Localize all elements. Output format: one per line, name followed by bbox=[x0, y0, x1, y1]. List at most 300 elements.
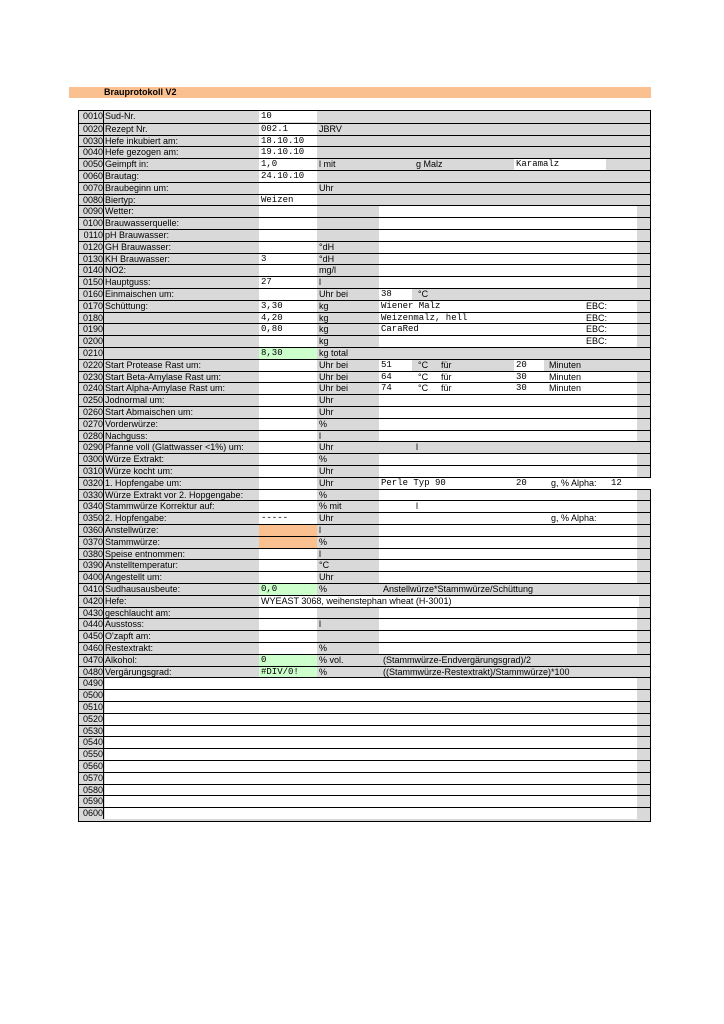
row-extra: 30 bbox=[516, 371, 527, 382]
note-field[interactable] bbox=[105, 761, 637, 772]
table-row bbox=[79, 406, 650, 418]
column-divider bbox=[103, 537, 104, 548]
detail-field[interactable] bbox=[379, 560, 637, 571]
table-row bbox=[79, 784, 650, 796]
row-value: 3 bbox=[261, 253, 267, 264]
row-label: Sudhausausbeute: bbox=[105, 584, 181, 594]
table-row bbox=[79, 807, 650, 819]
row-value: 3,30 bbox=[261, 300, 283, 311]
row-extra: l bbox=[416, 501, 418, 512]
column-divider bbox=[103, 454, 104, 465]
row-label: Brauwasserquelle: bbox=[105, 218, 180, 229]
row-label: Vergärungsgrad: bbox=[105, 666, 172, 677]
detail-field[interactable] bbox=[379, 419, 637, 430]
row-label: geschlaucht am: bbox=[105, 607, 171, 618]
note-field[interactable] bbox=[105, 678, 637, 689]
column-divider bbox=[103, 584, 104, 595]
row-unit: % bbox=[319, 489, 328, 500]
table-row bbox=[79, 677, 650, 689]
detail-field[interactable] bbox=[379, 572, 637, 583]
column-divider bbox=[103, 336, 104, 347]
row-number: 0540 bbox=[82, 737, 103, 748]
value-field[interactable] bbox=[259, 230, 317, 241]
column-divider bbox=[103, 619, 104, 630]
row-number: 0020 bbox=[82, 123, 103, 134]
column-divider bbox=[103, 596, 104, 607]
column-divider bbox=[103, 513, 104, 524]
row-extra: Minuten bbox=[549, 371, 582, 382]
note-field[interactable] bbox=[105, 702, 637, 713]
column-divider bbox=[103, 147, 104, 158]
table-row bbox=[79, 642, 650, 654]
table-row bbox=[79, 465, 650, 477]
table-row bbox=[79, 394, 650, 406]
row-label: Wetter: bbox=[105, 206, 134, 217]
row-unit: °C bbox=[319, 560, 330, 571]
value-field[interactable] bbox=[259, 372, 317, 383]
table-row bbox=[79, 524, 650, 536]
value-field[interactable] bbox=[259, 631, 317, 642]
table-row bbox=[79, 312, 650, 324]
table-row bbox=[79, 512, 650, 524]
row-unit: l mit bbox=[319, 159, 336, 170]
row-extra: °C bbox=[418, 371, 429, 382]
row-value: 0,0 bbox=[261, 584, 278, 594]
column-divider bbox=[103, 667, 104, 678]
value-field[interactable] bbox=[259, 218, 317, 229]
note-field[interactable] bbox=[105, 796, 637, 807]
table-row bbox=[79, 536, 650, 548]
note-field[interactable] bbox=[105, 737, 637, 748]
column-divider bbox=[103, 183, 104, 194]
table-row bbox=[79, 725, 650, 737]
row-number: 0470 bbox=[82, 654, 103, 665]
detail-field[interactable] bbox=[379, 218, 637, 229]
row-number: 0080 bbox=[82, 194, 103, 205]
row-unit: Uhr bbox=[319, 407, 334, 417]
row-number: 0480 bbox=[82, 666, 103, 677]
row-number: 0270 bbox=[82, 418, 103, 429]
row-value: 18.10.10 bbox=[261, 135, 305, 146]
value-field[interactable] bbox=[259, 466, 317, 477]
row-extra: Karamalz bbox=[516, 159, 560, 170]
value-field[interactable] bbox=[259, 608, 317, 619]
table-row bbox=[79, 689, 650, 701]
row-number: 0400 bbox=[82, 572, 103, 583]
row-number: 0590 bbox=[82, 796, 103, 807]
detail-field[interactable] bbox=[379, 454, 637, 465]
row-number: 0600 bbox=[82, 808, 103, 819]
row-unit: °dH bbox=[319, 253, 335, 264]
note-field[interactable] bbox=[105, 808, 637, 819]
table-row bbox=[79, 772, 650, 784]
detail-field[interactable] bbox=[379, 206, 637, 217]
row-extra: Minuten bbox=[549, 359, 582, 370]
key-field[interactable] bbox=[259, 525, 317, 536]
row-label: Stammwürze: bbox=[105, 536, 161, 547]
row-number: 0390 bbox=[82, 560, 103, 571]
row-value: 8,30 bbox=[261, 348, 283, 358]
row-number: 0310 bbox=[82, 466, 103, 476]
row-extra: °C bbox=[418, 359, 429, 370]
value-field[interactable] bbox=[259, 265, 317, 276]
row-unit: % bbox=[319, 454, 328, 465]
column-divider bbox=[103, 431, 104, 442]
row-label: Stammwürze Korrektur auf: bbox=[105, 501, 215, 512]
detail-field[interactable] bbox=[379, 395, 637, 406]
column-divider bbox=[103, 549, 104, 560]
row-extra: für bbox=[441, 371, 452, 382]
row-extra: 64 bbox=[381, 371, 392, 382]
value-field[interactable] bbox=[259, 407, 317, 418]
value-field[interactable] bbox=[259, 501, 317, 512]
detail-field[interactable] bbox=[379, 230, 637, 241]
value-field[interactable] bbox=[259, 454, 317, 465]
table-row bbox=[79, 736, 650, 748]
row-unit: kg total bbox=[319, 348, 349, 358]
row-number: 0230 bbox=[82, 371, 103, 382]
row-number: 0010 bbox=[82, 111, 103, 121]
row-number: 0530 bbox=[82, 725, 103, 736]
row-label: Hefe: bbox=[105, 595, 127, 606]
row-number: 0040 bbox=[82, 147, 103, 158]
column-divider bbox=[103, 230, 104, 241]
row-label: GH Brauwasser: bbox=[105, 241, 172, 252]
row-label: Sud-Nr. bbox=[105, 111, 136, 121]
value-field[interactable] bbox=[259, 478, 317, 489]
value-field[interactable] bbox=[259, 183, 317, 194]
row-unit: % bbox=[319, 418, 328, 429]
row-number: 0140 bbox=[82, 265, 103, 276]
row-label: Angestellt um: bbox=[105, 572, 163, 583]
row-number: 0190 bbox=[82, 324, 103, 335]
table-row bbox=[79, 583, 650, 595]
row-number: 0570 bbox=[82, 772, 103, 783]
row-extra: 51 bbox=[381, 359, 392, 370]
detail-field[interactable] bbox=[379, 431, 637, 442]
column-divider bbox=[103, 490, 104, 501]
table-row bbox=[79, 300, 650, 312]
row-extra: 38 bbox=[381, 289, 392, 299]
row-unit: Uhr bei bbox=[319, 289, 349, 299]
table-row bbox=[79, 489, 650, 501]
value-field[interactable] bbox=[259, 431, 317, 442]
table-row bbox=[79, 713, 650, 725]
detail-field[interactable] bbox=[379, 608, 637, 619]
row-number: 0170 bbox=[82, 300, 103, 311]
column-divider bbox=[103, 265, 104, 276]
row-number: 0090 bbox=[82, 206, 103, 217]
row-value: 4,20 bbox=[261, 312, 283, 323]
row-extra: für bbox=[441, 359, 452, 370]
column-divider bbox=[103, 643, 104, 654]
row-label: Brautag: bbox=[105, 171, 140, 181]
detail-field[interactable] bbox=[379, 537, 637, 548]
table-row bbox=[79, 548, 650, 560]
table-row bbox=[79, 477, 650, 489]
row-unit: mg/l bbox=[319, 265, 337, 276]
row-unit: JBRV bbox=[319, 123, 342, 134]
row-value: 27 bbox=[261, 277, 272, 288]
row-number: 0420 bbox=[82, 595, 103, 606]
value-field[interactable] bbox=[259, 383, 317, 394]
row-extra: Perle Typ 90 bbox=[381, 477, 446, 488]
value-field[interactable] bbox=[259, 549, 317, 560]
column-divider bbox=[103, 324, 104, 335]
table-row bbox=[79, 430, 650, 442]
row-unit: % bbox=[319, 584, 328, 594]
column-divider bbox=[103, 761, 104, 772]
table-row bbox=[79, 335, 650, 347]
column-divider bbox=[103, 702, 104, 713]
row-unit: Uhr bbox=[319, 513, 334, 524]
column-divider bbox=[103, 785, 104, 796]
row-number: 0510 bbox=[82, 702, 103, 712]
note-field[interactable] bbox=[105, 726, 637, 737]
row-number: 0100 bbox=[82, 218, 103, 229]
table-row bbox=[79, 500, 650, 512]
table-row bbox=[79, 158, 650, 170]
value-field[interactable] bbox=[259, 560, 317, 571]
note-field[interactable] bbox=[105, 773, 637, 784]
row-number: 0160 bbox=[82, 289, 103, 299]
column-divider bbox=[103, 419, 104, 430]
row-label: Restextrakt: bbox=[105, 643, 154, 653]
row-value: #DIV/0! bbox=[261, 666, 299, 677]
table-row bbox=[79, 795, 650, 807]
table-row bbox=[79, 630, 650, 642]
row-number: 0120 bbox=[82, 241, 103, 252]
row-value: ----- bbox=[261, 513, 289, 524]
column-divider bbox=[103, 525, 104, 536]
detail-field[interactable] bbox=[379, 242, 637, 253]
row-number: 0350 bbox=[82, 513, 103, 524]
row-label: Ausstoss: bbox=[105, 619, 145, 630]
row-extra: EBC: bbox=[586, 336, 608, 347]
value-field[interactable] bbox=[259, 254, 317, 265]
value-field[interactable] bbox=[259, 490, 317, 501]
column-divider bbox=[103, 111, 104, 123]
row-extra: g, % Alpha: bbox=[551, 477, 597, 488]
table-row bbox=[79, 194, 650, 206]
row-value: Weizen bbox=[261, 194, 294, 205]
row-unit: l bbox=[319, 430, 321, 441]
column-divider bbox=[103, 690, 104, 701]
table-row bbox=[79, 182, 650, 194]
row-extra: °C bbox=[418, 383, 429, 394]
row-number: 0070 bbox=[82, 182, 103, 193]
row-extra: Minuten bbox=[549, 383, 582, 394]
row-value: 0,80 bbox=[261, 324, 283, 335]
column-divider bbox=[103, 395, 104, 406]
table-row bbox=[79, 359, 650, 371]
column-divider bbox=[103, 171, 104, 182]
value-field[interactable] bbox=[259, 643, 317, 654]
row-number: 0050 bbox=[82, 159, 103, 170]
table-row bbox=[79, 571, 650, 583]
table-row bbox=[79, 241, 650, 253]
detail-field[interactable] bbox=[379, 254, 637, 265]
row-unit: Uhr bbox=[319, 466, 334, 476]
column-divider bbox=[103, 726, 104, 737]
row-number: 0560 bbox=[82, 761, 103, 771]
value-field[interactable] bbox=[259, 289, 317, 300]
note-field[interactable] bbox=[105, 690, 637, 701]
detail-field[interactable] bbox=[379, 407, 637, 418]
note-field[interactable] bbox=[105, 714, 637, 725]
table-row bbox=[79, 170, 650, 182]
value-field[interactable] bbox=[259, 572, 317, 583]
detail-field[interactable] bbox=[379, 513, 637, 524]
column-divider bbox=[103, 608, 104, 619]
row-extra: EBC: bbox=[586, 312, 608, 323]
row-unit: % vol. bbox=[319, 654, 344, 665]
column-divider bbox=[103, 808, 104, 819]
row-number: 0060 bbox=[82, 171, 103, 181]
value-field[interactable] bbox=[259, 336, 317, 347]
key-field[interactable] bbox=[259, 537, 317, 548]
row-extra: g, % Alpha: bbox=[551, 513, 597, 524]
row-number: 0410 bbox=[82, 584, 103, 594]
column-divider bbox=[103, 383, 104, 394]
row-label: Anstelltemperatur: bbox=[105, 560, 179, 571]
value-field[interactable] bbox=[259, 619, 317, 630]
row-unit: Uhr bei bbox=[319, 371, 349, 382]
row-label: 1. Hopfengabe um: bbox=[105, 477, 182, 488]
row-label: KH Brauwasser: bbox=[105, 253, 171, 264]
table-row bbox=[79, 382, 650, 394]
row-unit: Uhr bbox=[319, 182, 334, 193]
column-divider bbox=[103, 501, 104, 512]
row-unit: % bbox=[319, 643, 328, 653]
row-label: Hauptguss: bbox=[105, 277, 151, 288]
row-number: 0240 bbox=[82, 383, 103, 394]
row-value: 10 bbox=[261, 111, 272, 121]
row-extra: 30 bbox=[516, 383, 527, 394]
column-divider bbox=[103, 572, 104, 583]
row-label: Jodnormal um: bbox=[105, 395, 165, 406]
value-field[interactable] bbox=[259, 395, 317, 406]
row-unit: kg bbox=[319, 300, 329, 311]
column-divider bbox=[103, 159, 104, 170]
row-value: WYEAST 3068, weihenstephan wheat (H-3001) bbox=[261, 595, 452, 606]
row-number: 0440 bbox=[82, 619, 103, 630]
row-label: Start Alpha-Amylase Rast um: bbox=[105, 383, 226, 394]
column-divider bbox=[103, 773, 104, 784]
table-row bbox=[79, 111, 650, 123]
row-number: 0580 bbox=[82, 784, 103, 795]
row-unit: l bbox=[319, 548, 321, 559]
row-value: 1,0 bbox=[261, 159, 278, 170]
detail-field[interactable] bbox=[379, 549, 637, 560]
value-field[interactable] bbox=[259, 360, 317, 371]
detail-field[interactable] bbox=[379, 525, 637, 536]
row-extra: ((Stammwürze-Restextrakt)/Stammwürze)*100 bbox=[383, 666, 570, 677]
row-extra: Weizenmalz, hell bbox=[381, 312, 468, 323]
row-label: Braubeginn um: bbox=[105, 182, 169, 193]
row-number: 0320 bbox=[82, 477, 103, 488]
row-unit: l bbox=[319, 619, 321, 630]
table-row bbox=[79, 276, 650, 288]
computed-field[interactable] bbox=[259, 655, 317, 666]
row-number: 0150 bbox=[82, 277, 103, 288]
row-label: Alkohol: bbox=[105, 654, 138, 665]
table-row bbox=[79, 666, 650, 678]
row-label: Geimpft in: bbox=[105, 159, 149, 170]
row-number: 0210 bbox=[82, 348, 103, 358]
row-extra: (Stammwürze-Endvergärungsgrad)/2 bbox=[383, 654, 532, 665]
row-label: Schüttung: bbox=[105, 300, 149, 311]
value-field[interactable] bbox=[259, 419, 317, 430]
note-field[interactable] bbox=[105, 785, 637, 796]
row-number: 0360 bbox=[82, 525, 103, 535]
row-unit: % mit bbox=[319, 501, 342, 512]
row-label: O'zapft am: bbox=[105, 631, 151, 642]
row-number: 0550 bbox=[82, 749, 103, 760]
detail-field[interactable] bbox=[379, 631, 637, 642]
detail-field[interactable] bbox=[379, 265, 637, 276]
table-row bbox=[79, 123, 650, 135]
row-label: Vorderwürze: bbox=[105, 418, 159, 429]
value-field[interactable] bbox=[259, 206, 317, 217]
row-value: 24.10.10 bbox=[261, 171, 305, 181]
table-row bbox=[79, 654, 650, 666]
row-number: 0330 bbox=[82, 489, 103, 500]
table-row bbox=[79, 229, 650, 241]
detail-field[interactable] bbox=[379, 277, 637, 288]
column-divider bbox=[103, 631, 104, 642]
row-unit: % bbox=[319, 666, 328, 677]
row-label: Start Protease Rast um: bbox=[105, 359, 202, 370]
row-extra: °C bbox=[418, 289, 429, 299]
protocol-table bbox=[78, 110, 651, 822]
row-unit: % bbox=[319, 536, 328, 547]
row-number: 0030 bbox=[82, 135, 103, 146]
row-label: Start Abmaischen um: bbox=[105, 407, 194, 417]
value-field[interactable] bbox=[259, 242, 317, 253]
table-row bbox=[79, 217, 650, 229]
table-row bbox=[79, 146, 650, 158]
table-row bbox=[79, 595, 650, 607]
row-number: 0280 bbox=[82, 430, 103, 441]
detail-field[interactable] bbox=[379, 619, 637, 630]
column-divider bbox=[103, 478, 104, 489]
detail-field[interactable] bbox=[379, 466, 637, 477]
column-divider bbox=[103, 466, 104, 477]
row-extra: EBC: bbox=[586, 324, 608, 335]
row-extra: für bbox=[441, 383, 452, 394]
row-unit: Uhr bbox=[319, 395, 334, 406]
note-field[interactable] bbox=[105, 749, 637, 760]
column-divider bbox=[103, 206, 104, 217]
column-divider bbox=[103, 749, 104, 760]
column-divider bbox=[103, 372, 104, 383]
row-unit: Uhr bbox=[319, 442, 334, 453]
table-row bbox=[79, 323, 650, 335]
row-extra: Anstellwürze*Stammwürze/Schüttung bbox=[383, 584, 534, 594]
column-divider bbox=[103, 678, 104, 689]
value-field[interactable] bbox=[259, 442, 317, 453]
row-value: 002.1 bbox=[261, 123, 289, 134]
row-label: Nachguss: bbox=[105, 430, 148, 441]
detail-field[interactable] bbox=[379, 643, 637, 654]
row-extra: g Malz bbox=[416, 159, 443, 170]
detail-field[interactable] bbox=[379, 490, 637, 501]
row-unit: Uhr bbox=[319, 572, 334, 583]
row-label: 2. Hopfengabe: bbox=[105, 513, 167, 524]
table-row bbox=[79, 559, 650, 571]
row-label: Anstellwürze: bbox=[105, 525, 159, 535]
